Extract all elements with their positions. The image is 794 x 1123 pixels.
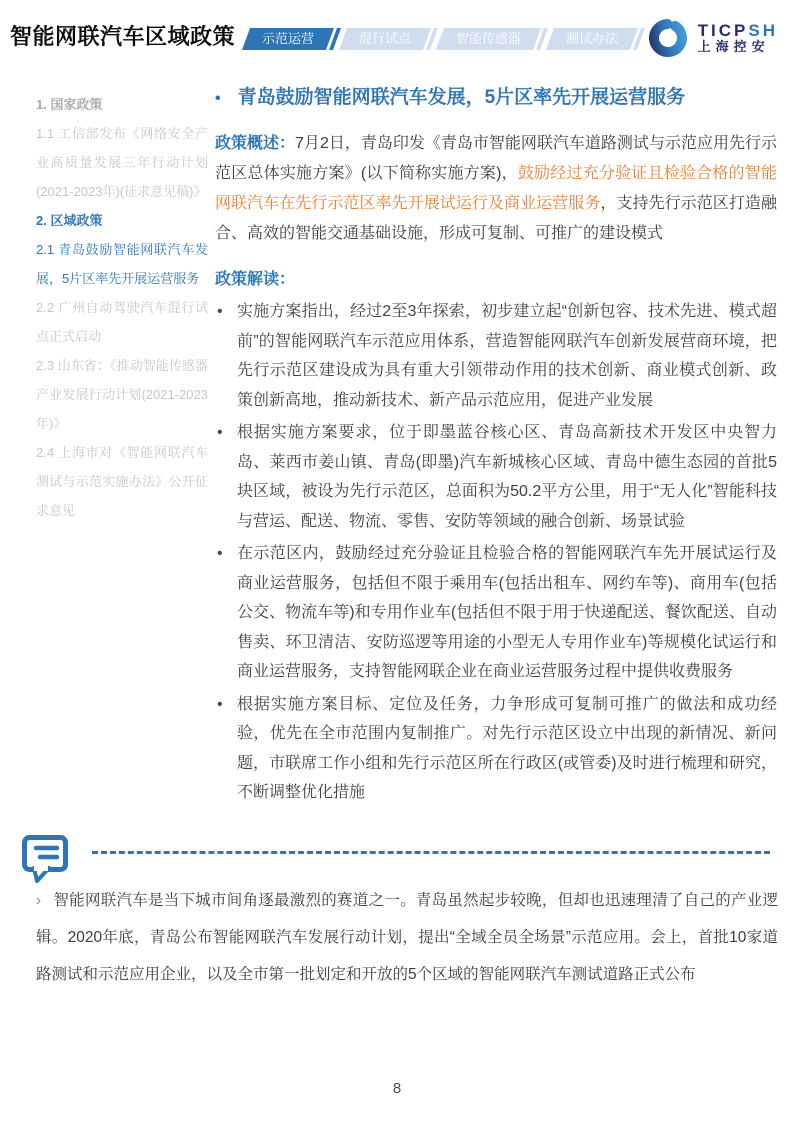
toc-sidebar — [36, 90, 208, 525]
toc-item-national-policy[interactable]: 1. 国家政策 — [36, 97, 103, 112]
speech-bubble-icon — [21, 834, 69, 889]
toc-item-regional-policy[interactable]: 2. 区域政策 — [36, 213, 103, 228]
overview-text-1: 7月2日，青岛印发《青岛市智能网联汽车道路测试与示范应用先行示范区总体实施方案》(以下简称实施方案)， — [215, 135, 777, 182]
dashed-divider — [92, 851, 770, 854]
interpretation-item: • 根据实施方案要求，位于即墨蓝谷核心区、青岛高新技术开发区中央智力岛、莱西市姜山镇、青岛(即墨)汽车新城核心区域、青岛中德生态园的首批5块区域，被设为先行示范区，总面积为50.2平方公里，用于“无人化”智能科技与营运、配送、物流、零售、安防等领域的融合创新、场景试验 — [237, 418, 777, 536]
company-logo — [646, 16, 778, 60]
title-bullet-icon: • — [215, 90, 221, 107]
tab-demonstration-operation[interactable] — [242, 28, 334, 50]
logo-text-block — [698, 21, 778, 55]
logo-company-name: 上海控安 — [697, 39, 770, 55]
logo-brand-text — [698, 21, 778, 41]
logo-swirl-icon — [646, 16, 690, 60]
header-tag-bar — [246, 28, 634, 50]
overview-label: 政策概述： — [215, 135, 296, 152]
policy-overview-paragraph — [215, 129, 777, 249]
article-main — [215, 84, 777, 811]
tab-label: 示范运营 — [262, 31, 315, 46]
article-title-text: 青岛鼓励智能网联汽车发展，5片区率先开展运营服务 — [237, 87, 686, 108]
article-title — [215, 84, 777, 113]
toc-item-shandong-sensor-plan[interactable]: 2.3 山东省：《推动智能传感器产业发展行动计划(2021-2023年)》 — [36, 358, 208, 431]
tab-label: 测试办法 — [566, 31, 619, 46]
interpretation-list — [215, 297, 777, 808]
toc-item-qingdao-icv[interactable]: 2.1 青岛鼓励智能网联汽车发展，5片区率先开展运营服务 — [36, 242, 208, 286]
toc-item-miit-cybersecurity-plan[interactable]: 1.1 工信部发布《网络安全产业高质量发展三年行动计划(2021-2023年)(征求意见稿)》 — [36, 126, 208, 199]
logo-brand-prefix: TICP — [697, 20, 749, 40]
comment-chevron-icon: › — [36, 892, 42, 909]
logo-brand-suffix: SH — [748, 20, 778, 40]
tab-label: 混行试点 — [359, 31, 412, 46]
page-title: 智能网联汽车区域政策 — [10, 24, 236, 49]
tab-label: 智能传感器 — [456, 31, 522, 46]
overview-highlight-text: 鼓励经过充分验证且检验合格的智能网联汽车在先行示范区率先开展试运行及商业运营服务 — [215, 165, 777, 212]
page-number: 8 — [392, 1080, 402, 1097]
interpretation-item: • 在示范区内，鼓励经过充分验证且检验合格的智能网联汽车先开展试运行及商业运营服务，包括但不限于乘用车(包括出租车、网约车等)、商用车(包括公交、物流车等)和专用作业车(包括但不限于用于快递配送、餐饮配送、自动售卖、环卫清洁、安防巡逻等用途的小型无人专用作业车)等规模化试运行和商业运营服务，支持智能网联企业在商业运营服务过程中提供收费服务 — [237, 539, 777, 687]
tab-test-measures[interactable] — [546, 28, 638, 50]
tab-smart-sensor[interactable] — [436, 28, 541, 50]
overview-text-2: ，支持先行示范区打造融合、高效的智能交通基础设施，形成可复制、可推广的建设模式 — [215, 195, 777, 242]
tab-mixed-traffic-pilot[interactable] — [339, 28, 431, 50]
interpretation-heading: 政策解读： — [215, 271, 296, 288]
editor-comment — [36, 882, 778, 993]
toc-item-shanghai-draft[interactable]: 2.4 上海市对《智能网联汽车测试与示范实施办法》公开征求意见 — [36, 445, 208, 518]
toc-item-guangzhou-pilot[interactable]: 2.2 广州自动驾驶汽车混行试点正式启动 — [36, 300, 208, 344]
interpretation-item: • 根据实施方案目标、定位及任务，力争形成可复制可推广的做法和成功经验，优先在全市范围内复制推广。对先行示范区设立中出现的新情况、新问题，市联席工作小组和先行示范区所在行政区(或管委)及时进行梳理和研究，不断调整优化措施 — [237, 690, 777, 808]
comment-text: 智能网联汽车是当下城市间角逐最激烈的赛道之一。青岛虽然起步较晚，但却也迅速理清了自己的产业逻辑。2020年底，青岛公布智能网联汽车发展行动计划，提出“全域全员全场景”示范应用。会上，首批10家道路测试和示范应用企业，以及全市第一批划定和开放的5个区域的智能网联汽车测试道路正式公布 — [36, 892, 778, 983]
interpretation-item: • 实施方案指出，经过2至3年探索，初步建立起“创新包容、技术先进、模式超前”的智能网联汽车示范应用体系，营造智能网联汽车创新发展营商环境，把先行示范区建设成为具有重大引领带动作用的技术创新、商业模式创新、政策创新高地，推动新技术、新产品示范应用，促进产业发展 — [237, 297, 777, 415]
